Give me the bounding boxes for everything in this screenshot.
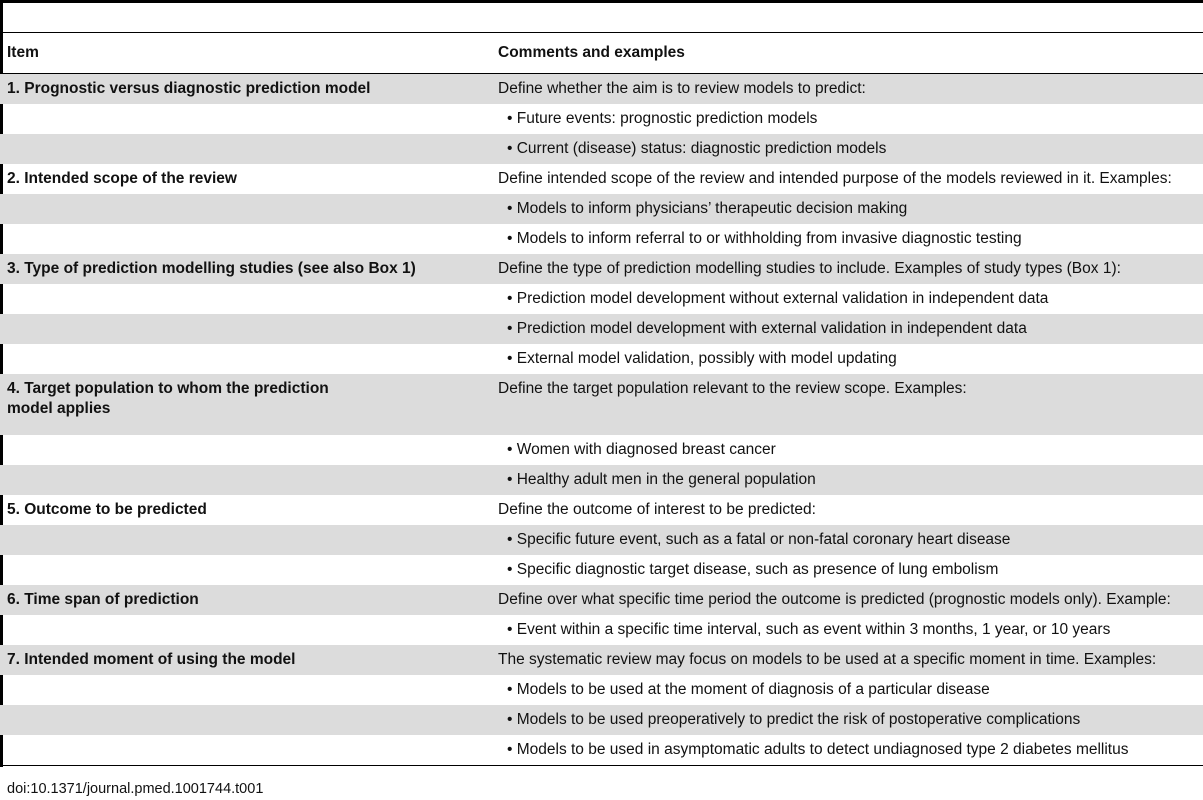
item-cell: 3. Type of prediction modelling studies (see also Box 1) bbox=[0, 254, 490, 284]
item-cell bbox=[0, 465, 490, 495]
table-row bbox=[0, 194, 1203, 224]
example-bullet-cell: • Models to be used at the moment of diagnosis of a particular disease bbox=[507, 681, 990, 698]
item-cell bbox=[0, 615, 490, 645]
item-cell bbox=[0, 374, 490, 435]
table-row bbox=[0, 555, 1203, 585]
item-cell bbox=[0, 134, 490, 164]
top-rule bbox=[0, 0, 1203, 3]
example-bullet-cell: • Prediction model development with external validation in independent data bbox=[490, 314, 1203, 344]
item-cell: 5. Outcome to be predicted bbox=[7, 501, 207, 518]
item-cell bbox=[0, 675, 490, 705]
example-bullet-cell: • Women with diagnosed breast cancer bbox=[507, 441, 776, 458]
table-row bbox=[0, 344, 1203, 374]
checklist-table bbox=[0, 32, 1203, 766]
item-cell-line: 4. Target population to whom the prediction bbox=[7, 380, 329, 397]
item-cell: 1. Prognostic versus diagnostic prediction model bbox=[0, 74, 490, 105]
table-row bbox=[0, 495, 1203, 525]
example-bullet-cell: • Models to be used preoperatively to predict the risk of postoperative complications bbox=[490, 705, 1203, 735]
example-bullet-cell: • Current (disease) status: diagnostic prediction models bbox=[490, 134, 1203, 164]
comment-cell: Define intended scope of the review and intended purpose of the models reviewed in it. Examples: bbox=[498, 170, 1172, 187]
table-row bbox=[0, 104, 1203, 134]
doi-caption: doi:10.1371/journal.pmed.1001744.t001 bbox=[7, 781, 264, 797]
comment-cell: Define the outcome of interest to be predicted: bbox=[498, 501, 816, 518]
table-row bbox=[0, 284, 1203, 314]
item-cell: 6. Time span of prediction bbox=[0, 585, 490, 615]
table-body bbox=[0, 74, 1203, 766]
item-cell bbox=[0, 224, 490, 254]
item-cell bbox=[0, 735, 490, 766]
item-cell bbox=[0, 525, 490, 555]
comment-cell: Define the target population relevant to the review scope. Examples: bbox=[490, 374, 1203, 435]
comment-cell: Define the type of prediction modelling studies to include. Examples of study types (Box 1): bbox=[490, 254, 1203, 284]
example-bullet-cell: • Models to inform physicians’ therapeutic decision making bbox=[490, 194, 1203, 224]
table-row bbox=[0, 134, 1203, 164]
example-bullet-cell: • Future events: prognostic prediction models bbox=[507, 110, 818, 127]
table-row bbox=[0, 645, 1203, 675]
table-header-row bbox=[0, 33, 1203, 74]
example-bullet-cell: • Specific future event, such as a fatal or non-fatal coronary heart disease bbox=[490, 525, 1203, 555]
comment-cell: The systematic review may focus on models to be used at a specific moment in time. Examples: bbox=[490, 645, 1203, 675]
table-row bbox=[0, 615, 1203, 645]
item-cell-line: model applies bbox=[7, 400, 111, 417]
item-cell bbox=[0, 435, 490, 465]
checklist-table-container bbox=[0, 32, 1203, 766]
item-cell bbox=[0, 314, 490, 344]
table-row bbox=[0, 224, 1203, 254]
example-bullet-cell: • Models to be used in asymptomatic adults to detect undiagnosed type 2 diabetes mellitus bbox=[507, 741, 1129, 758]
table-row bbox=[0, 74, 1203, 105]
table-row bbox=[0, 585, 1203, 615]
table-row bbox=[0, 705, 1203, 735]
header-item: Item bbox=[7, 44, 39, 61]
table-row bbox=[0, 164, 1203, 194]
table-row bbox=[0, 675, 1203, 705]
item-cell bbox=[0, 344, 490, 374]
item-cell bbox=[0, 705, 490, 735]
table-row bbox=[0, 374, 1203, 435]
item-cell: 7. Intended moment of using the model bbox=[0, 645, 490, 675]
comment-cell: Define whether the aim is to review models to predict: bbox=[490, 74, 1203, 105]
example-bullet-cell: • Models to inform referral to or withholding from invasive diagnostic testing bbox=[507, 230, 1022, 247]
item-cell bbox=[0, 104, 490, 134]
header-comments: Comments and examples bbox=[498, 44, 685, 61]
item-cell: 2. Intended scope of the review bbox=[7, 170, 237, 187]
table-row bbox=[0, 735, 1203, 766]
comment-cell: Define over what specific time period the outcome is predicted (prognostic models only). Example: bbox=[490, 585, 1203, 615]
example-bullet-cell: • Healthy adult men in the general population bbox=[490, 465, 1203, 495]
example-bullet-cell: • Prediction model development without external validation in independent data bbox=[507, 290, 1049, 307]
table-row bbox=[0, 435, 1203, 465]
item-cell bbox=[0, 284, 490, 314]
item-cell bbox=[0, 194, 490, 224]
item-cell bbox=[0, 555, 490, 585]
table-row bbox=[0, 465, 1203, 495]
table-row bbox=[0, 525, 1203, 555]
table-row bbox=[0, 314, 1203, 344]
example-bullet-cell: • Event within a specific time interval, such as event within 3 months, 1 year, or 10 years bbox=[507, 621, 1111, 638]
example-bullet-cell: • Specific diagnostic target disease, such as presence of lung embolism bbox=[507, 561, 999, 578]
table-row bbox=[0, 254, 1203, 284]
example-bullet-cell: • External model validation, possibly with model updating bbox=[507, 350, 897, 367]
